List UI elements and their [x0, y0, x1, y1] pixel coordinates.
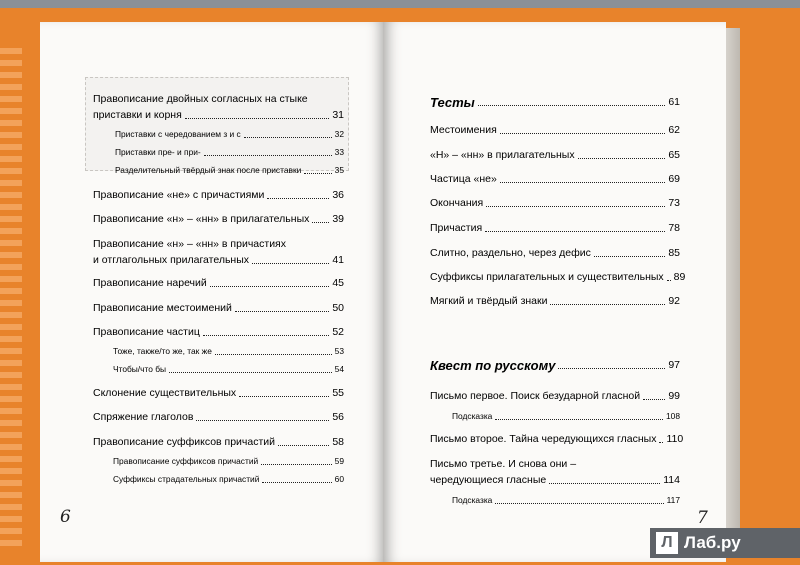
toc-entry: [430, 197, 680, 210]
leader-dots: [495, 419, 663, 420]
leader-dots: [204, 155, 332, 156]
toc-entry-title: Причастия: [430, 222, 483, 234]
toc-entry-page: 45: [332, 277, 344, 289]
toc-entry: [93, 254, 344, 267]
toc-entry-page: 41: [332, 254, 344, 266]
toc-entry: [430, 149, 680, 162]
leader-dots: [500, 133, 666, 134]
toc-entry-page: 73: [668, 197, 680, 209]
page-number: 7: [697, 508, 708, 528]
leader-dots: [643, 399, 665, 400]
toc-entry: [430, 247, 680, 260]
toc-entry: [93, 302, 344, 315]
toc-entry-title: Правописание суффиксов причастий: [93, 436, 276, 448]
toc-entry-page: 33: [334, 147, 344, 157]
toc-subentry: [452, 410, 680, 423]
toc-entry-title: Окончания: [430, 197, 484, 209]
leader-dots: [500, 182, 665, 183]
toc-entry-page: 65: [668, 149, 680, 161]
leader-dots: [210, 286, 330, 287]
toc-entry-page: 62: [668, 124, 680, 136]
leader-dots: [667, 280, 671, 281]
toc-entry-page: 50: [332, 302, 344, 314]
toc-entry-title: Приставки пре- и при-: [115, 147, 201, 157]
leader-dots: [244, 137, 332, 138]
watermark: [650, 528, 800, 558]
toc-entry-title: Мягкий и твёрдый знаки: [430, 295, 548, 307]
leader-dots: [185, 118, 330, 119]
cover-stripe: [0, 48, 22, 548]
leader-dots: [196, 420, 329, 421]
leader-dots: [267, 198, 329, 199]
toc-entry-title: Частица «не»: [430, 173, 497, 185]
toc-entry: [93, 213, 344, 226]
toc-entry-title: Квест по русскому: [430, 358, 556, 373]
toc-entry-title: Правописание «н» – «нн» в причастиях: [93, 238, 286, 250]
toc-entry: [430, 222, 680, 235]
leader-dots: [252, 263, 329, 264]
toc-entry: [93, 436, 344, 449]
watermark-text: Лаб.ру: [684, 533, 741, 552]
leader-dots: [594, 256, 665, 257]
toc-entry-page: 110: [666, 433, 684, 445]
toc-entry-title: приставки и корня: [93, 109, 182, 121]
toc-subentry: [113, 345, 344, 358]
toc-subentry: [113, 363, 344, 376]
toc-subentry: [113, 473, 344, 486]
toc-entry: [93, 189, 344, 202]
toc-entry-title: Правописание наречий: [93, 277, 207, 289]
toc-entry-title: Подсказка: [452, 495, 493, 505]
watermark-logo: Л: [656, 532, 678, 554]
toc-entry-title: Письмо первое. Поиск безударной гласной: [430, 390, 641, 402]
toc-entry-title: и отглагольных прилагательных: [93, 254, 250, 266]
toc-entry-title: «Н» – «нн» в прилагательных: [430, 149, 575, 161]
toc-entry-title: Правописание суффиксов причастий: [113, 456, 259, 466]
leader-dots: [550, 304, 665, 305]
toc-entry-page: 78: [668, 222, 680, 234]
toc-entry-page: 61: [668, 96, 680, 108]
toc-entry-page: 36: [332, 189, 344, 201]
toc-entry-title: Тоже, также/то же, так же: [113, 346, 212, 356]
leader-dots: [495, 503, 663, 504]
toc-subentry: [115, 128, 344, 141]
toc-entry-title: Правописание двойных согласных на стыке: [93, 93, 308, 105]
toc-entry-page: 60: [334, 474, 344, 484]
toc-entry: [430, 124, 680, 137]
toc-entry-page: 54: [334, 364, 344, 374]
toc-entry-title: Местоимения: [430, 124, 497, 136]
toc-entry-page: 32: [334, 129, 344, 139]
toc-subentry: [452, 494, 680, 507]
toc-entry: [93, 326, 344, 339]
toc-entry-title: чередующиеся гласные: [430, 474, 547, 486]
toc-entry-page: 58: [332, 436, 344, 448]
leader-dots: [659, 442, 663, 443]
toc-entry-title: Разделительный твёрдый знак после приставки: [115, 165, 302, 175]
toc-entry-page: 35: [334, 165, 344, 175]
toc-entry-title: Письмо третье. И снова они –: [430, 458, 577, 470]
leader-dots: [485, 231, 665, 232]
page-number: 6: [60, 507, 71, 527]
toc-entry-title: Суффиксы страдательных причастий: [113, 474, 260, 484]
leader-dots: [549, 483, 660, 484]
toc-entry: [430, 271, 686, 284]
toc-entry-title: Правописание местоимений: [93, 302, 232, 314]
toc-entry-page: 39: [332, 213, 344, 225]
leader-dots: [215, 354, 332, 355]
leader-dots: [558, 368, 665, 369]
toc-entry-page: 31: [332, 109, 344, 121]
toc-entry-page: 56: [332, 411, 344, 423]
toc-entry-title: Правописание частиц: [93, 326, 200, 338]
toc-entry-page: 99: [668, 390, 680, 402]
toc-entry-page: 89: [673, 271, 686, 283]
toc-entry-title: Правописание «не» с причастиями: [93, 189, 265, 201]
toc-entry: [430, 474, 680, 487]
leader-dots: [203, 335, 329, 336]
leader-dots: [578, 158, 666, 159]
toc-entry-page: 69: [668, 173, 680, 185]
toc-entry-title: Тесты: [430, 95, 475, 110]
toc-entry-page: 55: [332, 387, 344, 399]
toc-entry-page: 92: [668, 295, 680, 307]
toc-entry: [93, 411, 344, 424]
toc-subentry: [115, 146, 344, 159]
toc-subentry: [115, 164, 344, 177]
toc-entry-title: Чтобы/что бы: [113, 364, 167, 374]
leader-dots: [262, 482, 331, 483]
toc-entry-title: Суффиксы прилагательных и существительных: [430, 271, 664, 283]
toc-entry-title: Правописание «н» – «нн» в прилагательных: [93, 213, 310, 225]
toc-entry-page: 59: [334, 456, 344, 466]
toc-entry-page: 52: [332, 326, 344, 338]
toc-entry-title: Склонение существительных: [93, 387, 237, 399]
toc-section-heading: [430, 96, 680, 109]
toc-entry-page: 108: [666, 411, 680, 421]
toc-entry-page: 97: [668, 359, 680, 371]
toc-entry-page: 114: [663, 474, 680, 486]
toc-entry: [430, 433, 684, 446]
toc-entry: [93, 387, 344, 400]
toc-entry: [430, 390, 680, 403]
toc-entry: [93, 109, 344, 122]
toc-section-heading: [430, 359, 680, 372]
toc-entry: [430, 173, 680, 186]
toc-entry-title: Слитно, раздельно, через дефис: [430, 247, 591, 259]
toc-entry-page: 117: [666, 495, 680, 505]
leader-dots: [312, 222, 329, 223]
toc-entry-title: Письмо второе. Тайна чередующихся гласных: [430, 433, 657, 445]
leader-dots: [169, 372, 332, 373]
leader-dots: [486, 206, 665, 207]
leader-dots: [235, 311, 329, 312]
toc-entry-title: Подсказка: [452, 411, 493, 421]
leader-dots: [278, 445, 329, 446]
toc-subentry: [113, 455, 344, 468]
toc-entry: [430, 295, 680, 308]
leader-dots: [261, 464, 331, 465]
toc-entry-page: 85: [668, 247, 680, 259]
toc-entry-title: Спряжение глаголов: [93, 411, 194, 423]
toc-entry-page: 53: [334, 346, 344, 356]
page-edges: [726, 28, 740, 548]
toc-entry: [93, 277, 344, 290]
leader-dots: [478, 105, 666, 106]
leader-dots: [304, 173, 331, 174]
toc-entry-title: Приставки с чередованием з и с: [115, 129, 241, 139]
leader-dots: [239, 396, 329, 397]
